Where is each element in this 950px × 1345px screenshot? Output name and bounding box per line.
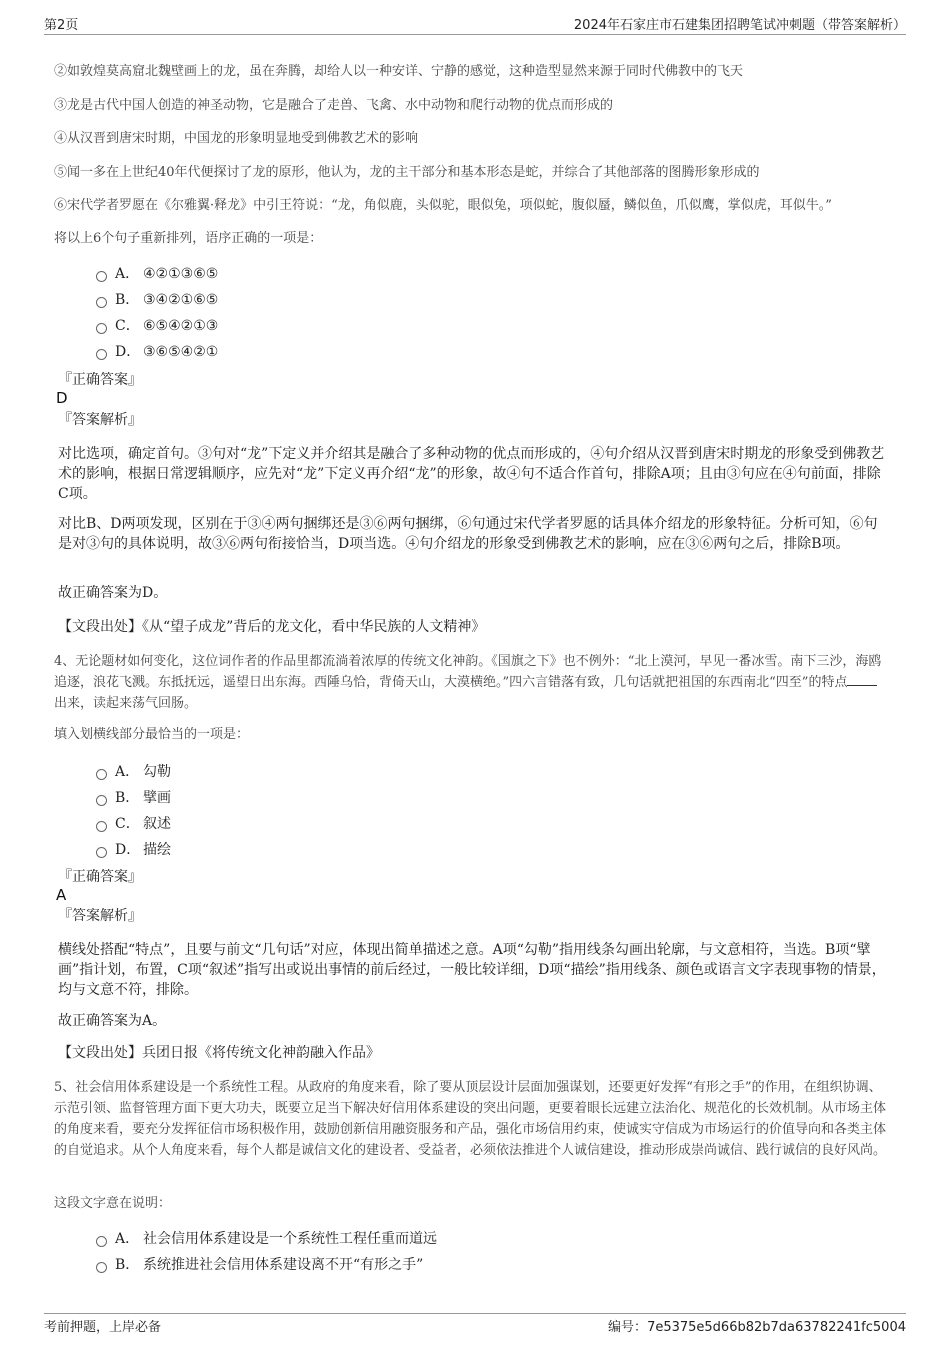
q3-option-d[interactable]: D． ③⑥⑤④②① xyxy=(96,342,218,362)
radio-icon[interactable] xyxy=(96,349,107,360)
q4-option-d[interactable]: D． 描绘 xyxy=(96,840,171,860)
blank-underline xyxy=(847,673,877,686)
page-number: 第2页 xyxy=(44,18,79,33)
q5-prompt: 这段文字意在说明： xyxy=(54,1196,172,1211)
q3-analysis-conclusion: 故正确答案为D。 xyxy=(58,585,168,601)
q3-option-c[interactable]: C． ⑥⑤④②①③ xyxy=(96,316,218,336)
q4-option-a[interactable]: A． 勾勒 xyxy=(96,762,171,782)
q4-answer: A xyxy=(56,886,67,904)
radio-icon[interactable] xyxy=(96,769,107,780)
q4-prompt: 填入划横线部分最恰当的一项是： xyxy=(54,727,250,742)
q5-stem: 5、社会信用体系建设是一个系统性工程。从政府的角度来看，除了要从顶层设计层面加强谋划，还要更好发挥“有形之手”的作用，在组织协调、示范引领、监督管理方面下更大功夫，既要立足当下解决好信用体系建设的突出问题，更要着眼长远建立法治化、规范化的长效机制。从市场主体的角度来看，要充分发挥征信市场积极作用，鼓励创新信用融资服务和产品，强化市场信用约束，使诚实守信成为市场运行的价值导向和各类主体的自觉追求。从个人角度来看，每个人都是诚信文化的建设者、受益者，必须依法推进个人诚信建设，推动形成崇尚诚信、践行诚信的良好风尚。 xyxy=(54,1080,887,1158)
q3-answer-label: 『正确答案』 xyxy=(58,372,142,388)
q3-source: 【文段出处】《从“望子成龙”背后的龙文化，看中华民族的人文精神》 xyxy=(58,619,486,635)
radio-icon[interactable] xyxy=(96,847,107,858)
page-header xyxy=(44,12,906,35)
q3-sentence-3: ③龙是古代中国人创造的神圣动物，它是融合了走兽、飞禽、水中动物和爬行动物的优点而形成的 xyxy=(54,98,614,113)
q3-analysis-para-1: 对比选项，确定首句。③句对“龙”下定义并介绍其是融合了多种动物的优点而形成的，④句介绍从汉晋到唐宋时期龙的形象受到佛教艺术的影响，根据日常逻辑顺序，应先对“龙”下定义再介绍“龙”的形象，故④句不适合作首句，排除A项；且由③句应在④句前面，排除C项。 xyxy=(58,446,885,502)
q3-prompt: 将以上6个句子重新排列，语序正确的一项是： xyxy=(54,231,323,246)
q3-option-b[interactable]: B． ③④②①⑥⑤ xyxy=(96,290,218,310)
q4-analysis-conclusion: 故正确答案为A。 xyxy=(58,1013,167,1029)
q3-analysis-label: 『答案解析』 xyxy=(58,412,142,428)
document-code: 编号：7e5375e5d66b82b7da63782241fc5004 xyxy=(608,1320,906,1335)
q3-sentence-5: ⑤闻一多在上世纪40年代便探讨了龙的原形，他认为，龙的主干部分和基本形态是蛇，并综合了其他部落的图腾形象形成的 xyxy=(54,165,760,180)
q3-sentence-2: ②如敦煌莫高窟北魏壁画上的龙，虽在奔腾，却给人以一种安详、宁静的感觉，这种造型显然来源于同时代佛教中的飞天 xyxy=(54,64,744,79)
q3-option-a[interactable]: A． ④②①③⑥⑤ xyxy=(96,264,218,284)
q4-option-b[interactable]: B． 擘画 xyxy=(96,788,171,808)
radio-icon[interactable] xyxy=(96,297,107,308)
radio-icon[interactable] xyxy=(96,271,107,282)
page-footer xyxy=(44,1313,906,1335)
radio-icon[interactable] xyxy=(96,1262,107,1273)
q3-sentence-4: ④从汉晋到唐宋时期，中国龙的形象明显地受到佛教艺术的影响 xyxy=(54,131,419,146)
q4-stem: 4、无论题材如何变化，这位词作者的作品里都流淌着浓厚的传统文化神韵。《国旗之下》也不例外：“北上漠河，早见一番冰雪。南下三沙，海鸥追逐，浪花飞溅。东抵抚远，遥望日出东海。西陲乌恰，背倚天山，大漠横绝。”四六言错落有致，几句话就把祖国的东西南北“四至”的特点出来，读起来荡气回肠。 xyxy=(54,654,882,711)
q5-option-b[interactable]: B． 系统推进社会信用体系建设离不开“有形之手” xyxy=(96,1255,423,1275)
q4-option-c[interactable]: C． 叙述 xyxy=(96,814,171,834)
q4-analysis-para-1: 横线处搭配“特点”，且要与前文“几句话”对应，体现出简单描述之意。A项“勾勒”指用线条勾画出轮廓，与文意相符，当选。B项“擘画”指计划，布置，C项“叙述”指写出或说出事情的前后经过，一般比较详细，D项“描绘”指用线条、颜色或语言文字表现事物的情景，均与文意不符，排除。 xyxy=(58,942,886,998)
q3-sentence-6: ⑥宋代学者罗愿在《尔雅翼·释龙》中引王符说：“龙，角似鹿，头似驼，眼似兔，项似蛇，腹似蜃，鳞似鱼，爪似鹰，掌似虎，耳似牛。” xyxy=(54,198,832,213)
radio-icon[interactable] xyxy=(96,323,107,334)
q3-answer: D xyxy=(56,389,68,407)
radio-icon[interactable] xyxy=(96,1236,107,1247)
q5-option-a[interactable]: A． 社会信用体系建设是一个系统性工程任重而道远 xyxy=(96,1229,437,1249)
q3-analysis-para-2: 对比B、D两项发现，区别在于③④两句捆绑还是③⑥两句捆绑，⑥句通过宋代学者罗愿的话具体介绍龙的形象特征。分析可知，⑥句是对③句的具体说明，故③⑥两句衔接恰当，D项当选。④句介绍龙的形象受到佛教艺术的影响，应在③⑥两句之后，排除B项。 xyxy=(58,516,878,552)
q4-source: 【文段出处】兵团日报《将传统文化神韵融入作品》 xyxy=(58,1045,380,1061)
radio-icon[interactable] xyxy=(96,795,107,806)
q4-answer-label: 『正确答案』 xyxy=(58,869,142,885)
footer-slogan: 考前押题，上岸必备 xyxy=(44,1320,162,1335)
radio-icon[interactable] xyxy=(96,821,107,832)
q4-analysis-label: 『答案解析』 xyxy=(58,908,142,924)
document-title: 2024年石家庄市石建集团招聘笔试冲刺题（带答案解析） xyxy=(573,18,906,33)
